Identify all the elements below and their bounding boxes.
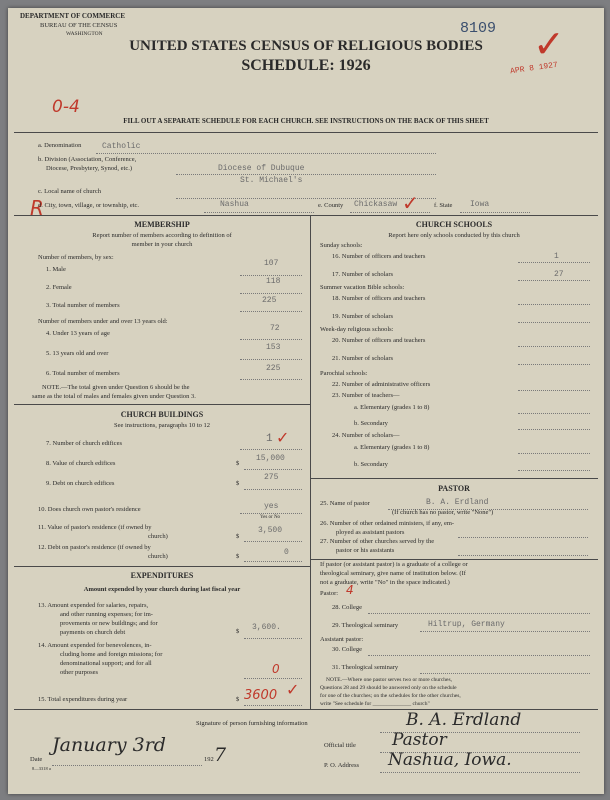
instruction-line: FILL OUT A SEPARATE SCHEDULE FOR EACH CHURCH. SEE INSTRUCTIONS ON THE BACK OF THIS SHEET [123,117,489,125]
q2-value: 118 [266,277,281,286]
graduate-note-2: theological seminary, give name of institution below. (If [320,570,466,577]
pastor-title: PASTOR [438,484,470,493]
expenditures-title: EXPENDITURES [130,571,194,580]
q6-label: 6. Total number of members [46,370,120,377]
q23a-label: a. Elementary (grades 1 to 8) [354,404,430,411]
q19-label: 19. Number of scholars [332,313,394,320]
red-note-mark: 0-4 [52,97,80,117]
dept-label: DEPARTMENT OF COMMERCE [20,12,126,20]
q12-value: 0 [284,548,289,557]
q16-value: 1 [554,252,559,261]
county-label: e. County [318,202,344,209]
by-sex-label: Number of members, by sex: [38,254,114,261]
form-number: 8—3318 a [32,766,51,771]
q11-label-1: 11. Value of pastor's residence (if owned by [38,524,152,531]
q14-label-2: cluding home and foreign missions; for [60,651,163,658]
division-value: Diocese of Dubuque [218,164,305,173]
q10-label: 10. Does church own pastor's residence [38,506,141,513]
schedule-title: SCHEDULE: 1926 [241,57,371,74]
age-intro-label: Number of members under and over 13 years old: [38,318,168,325]
q14-label-4: other purposes [60,669,99,676]
membership-note-2: same as the total of males and females given under Question 3. [32,393,196,400]
q15-dollar: $ [236,696,240,703]
q24-label: 24. Number of scholars— [332,432,400,439]
sunday-label: Sunday schools: [320,242,363,249]
pastor-note-3: for one of the churches; on the schedules for the other churches, [320,693,461,699]
city-town-label: d. City, town, village, or township, etc. [38,202,140,209]
membership-note-1: NOTE.—The total given under Question 6 should be the [42,384,190,391]
q13-label-3: provements or new buildings; and for [60,620,158,627]
official-title-label: Official title [324,742,356,749]
q9-label: 9. Debt on church edifices [46,480,115,487]
q26-label-2: ployed as assistant pastors [336,529,405,536]
division-label-1: b. Division (Association, Conference, [38,156,137,163]
q10-value: yes [264,502,279,511]
received-stamp: APR 8 1927 [509,60,559,77]
membership-title: MEMBERSHIP [134,220,190,229]
q25-label: 25. Name of pastor [320,500,370,507]
signature-label: Signature of person furnishing information [196,720,308,727]
graduate-note-3: not a graduate, write "No" in the space indicated.) [320,579,450,586]
q13-value: 3,600. [252,623,281,632]
city-value: Nashua [220,200,249,209]
q13-label-1: 13. Amount expended for salaries, repairs, [38,602,149,609]
q17-label: 17. Number of scholars [332,271,394,278]
q2-label: 2. Female [46,284,72,291]
q7-value: 1 [266,433,273,445]
q5-value: 153 [266,343,281,352]
q27-label-2: pastor or his assistants [336,547,395,554]
q27-label-1: 27. Number of other churches served by the [320,538,435,545]
denomination-label: a. Denomination [38,142,82,149]
q12-label-1: 12. Debt on pastor's residence (if owned by [38,544,151,551]
q13-label-2: and other running expenses; for im- [60,611,153,618]
pastor-red-mark: 4 [346,583,354,597]
q11-dollar: $ [236,533,240,540]
serial-number: 8109 [460,20,497,37]
q24a-label: a. Elementary (grades 1 to 8) [354,444,430,451]
state-value: Iowa [470,200,490,209]
q5-label: 5. 13 years old and over [46,350,109,357]
red-q15-check: ✓ [286,680,300,699]
pastor-sub-label: Pastor: [320,590,339,597]
red-r-mark: R [30,196,44,220]
q29-value: Hiltrup, Germany [428,620,505,629]
q11-label-2: church) [148,533,168,540]
q12-label-2: church) [148,553,168,560]
q7-label: 7. Number of church edifices [46,440,122,447]
pastor-note-1: NOTE.—Where one pastor serves two or more churches, [326,677,452,683]
q28-label: 28. College [332,604,362,611]
expenditures-intro: Amount expended by your church during last fiscal year [83,586,241,593]
buildings-intro: See instructions, paragraphs 10 to 12 [113,422,211,429]
date-value: January 3rd [52,734,166,756]
q8-label: 8. Value of church edifices [46,460,116,467]
membership-intro-2: member in your church [131,241,193,248]
po-address-value: Nashua, Iowa. [388,750,512,770]
state-label: f. State [434,202,453,209]
census-schedule-page [8,8,604,794]
red-q7-check: ✓ [276,428,290,447]
q9-dollar: $ [236,480,240,487]
q16-label: 16. Number of officers and teachers [332,253,426,260]
denomination-value: Catholic [102,142,141,151]
po-address-label: P. O. Address [324,762,360,769]
q25-value: B. A. Erdland [426,498,489,507]
date-label: Date [30,756,43,763]
q31-label: 31. Theological seminary [332,664,399,671]
pastor-note-2: Questions 28 and 29 should be answered only on the schedule [320,685,457,691]
q9-value: 275 [264,473,279,482]
q13-label-4: payments on church debt [60,629,126,636]
q17-value: 27 [554,270,564,279]
q23b-label: b. Secondary [354,420,388,427]
bureau-label: BUREAU OF THE CENSUS [40,22,118,29]
q6-value: 225 [266,364,281,373]
q13-dollar: $ [236,628,240,635]
signature-value: B. A. Erdland [406,710,522,730]
q3-label: 3. Total number of members [46,302,120,309]
red-county-check: ✓ [402,191,419,215]
red-check-mark: ✓ [533,22,565,66]
year-prefix: 192 [204,756,214,763]
yes-no-hint: Yes or No [260,515,281,520]
q26-label-1: 26. Number of other ordained ministers, if any, em- [320,520,455,527]
county-value: Chickasaw [354,200,398,209]
q22-label: 22. Number of administrative officers [332,381,431,388]
local-name-label: c. Local name of church [38,188,101,195]
q1-value: 107 [264,259,279,268]
q29-label: 29. Theological seminary [332,622,399,629]
local-name-value: St. Michael's [240,176,303,185]
header-rule [14,132,598,133]
center-divider [310,215,311,709]
q15-label: 15. Total expenditures during year [38,696,128,703]
q14-value: 0 [272,662,280,676]
official-title-value: Pastor [392,730,447,750]
q24b-label: b. Secondary [354,461,388,468]
division-label-2: Diocese, Presbytery, Synod, etc.) [46,165,133,172]
q21-label: 21. Number of scholars [332,355,394,362]
q4-label: 4. Under 13 years of age [46,330,110,337]
q15-value: 3600 [244,688,278,703]
q4-value: 72 [270,324,280,333]
q14-label-3: denominational support; and for all [60,660,152,667]
schools-intro: Report here only schools conducted by this church [388,232,520,239]
pastor-note-4: write "See schedule for ______________ church" [320,701,430,707]
q20-label: 20. Number of officers and teachers [332,337,426,344]
membership-intro-1: Report number of members according to definition of [92,232,232,239]
parochial-label: Parochial schools: [320,370,368,377]
year-value: 7 [214,744,227,766]
assistant-sub-label: Assistant pastor: [320,636,364,643]
q18-label: 18. Number of officers and teachers [332,295,426,302]
q25-note: (If church has no pastor, write "None") [392,509,494,516]
q3-value: 225 [262,296,277,305]
city-label: WASHINGTON [66,31,103,37]
q8-dollar: $ [236,460,240,467]
q12-dollar: $ [236,553,240,560]
buildings-title: CHURCH BUILDINGS [120,410,204,419]
q30-label: 30. College [332,646,362,653]
vacation-label: Summer vacation Bible schools: [320,284,405,291]
q23-label: 23. Number of teachers— [332,392,400,399]
weekday-label: Week-day religious schools: [320,326,394,333]
q8-value: 15,000 [256,454,285,463]
q1-label: 1. Male [46,266,66,273]
q11-value: 3,500 [258,526,283,535]
schools-title: CHURCH SCHOOLS [415,220,493,229]
graduate-note-1: If pastor (or assistant pastor) is a graduate of a college or [320,561,468,568]
form-title: UNITED STATES CENSUS OF RELIGIOUS BODIES [129,38,483,54]
q14-label-1: 14. Amount expended for benevolences, in- [38,642,152,649]
